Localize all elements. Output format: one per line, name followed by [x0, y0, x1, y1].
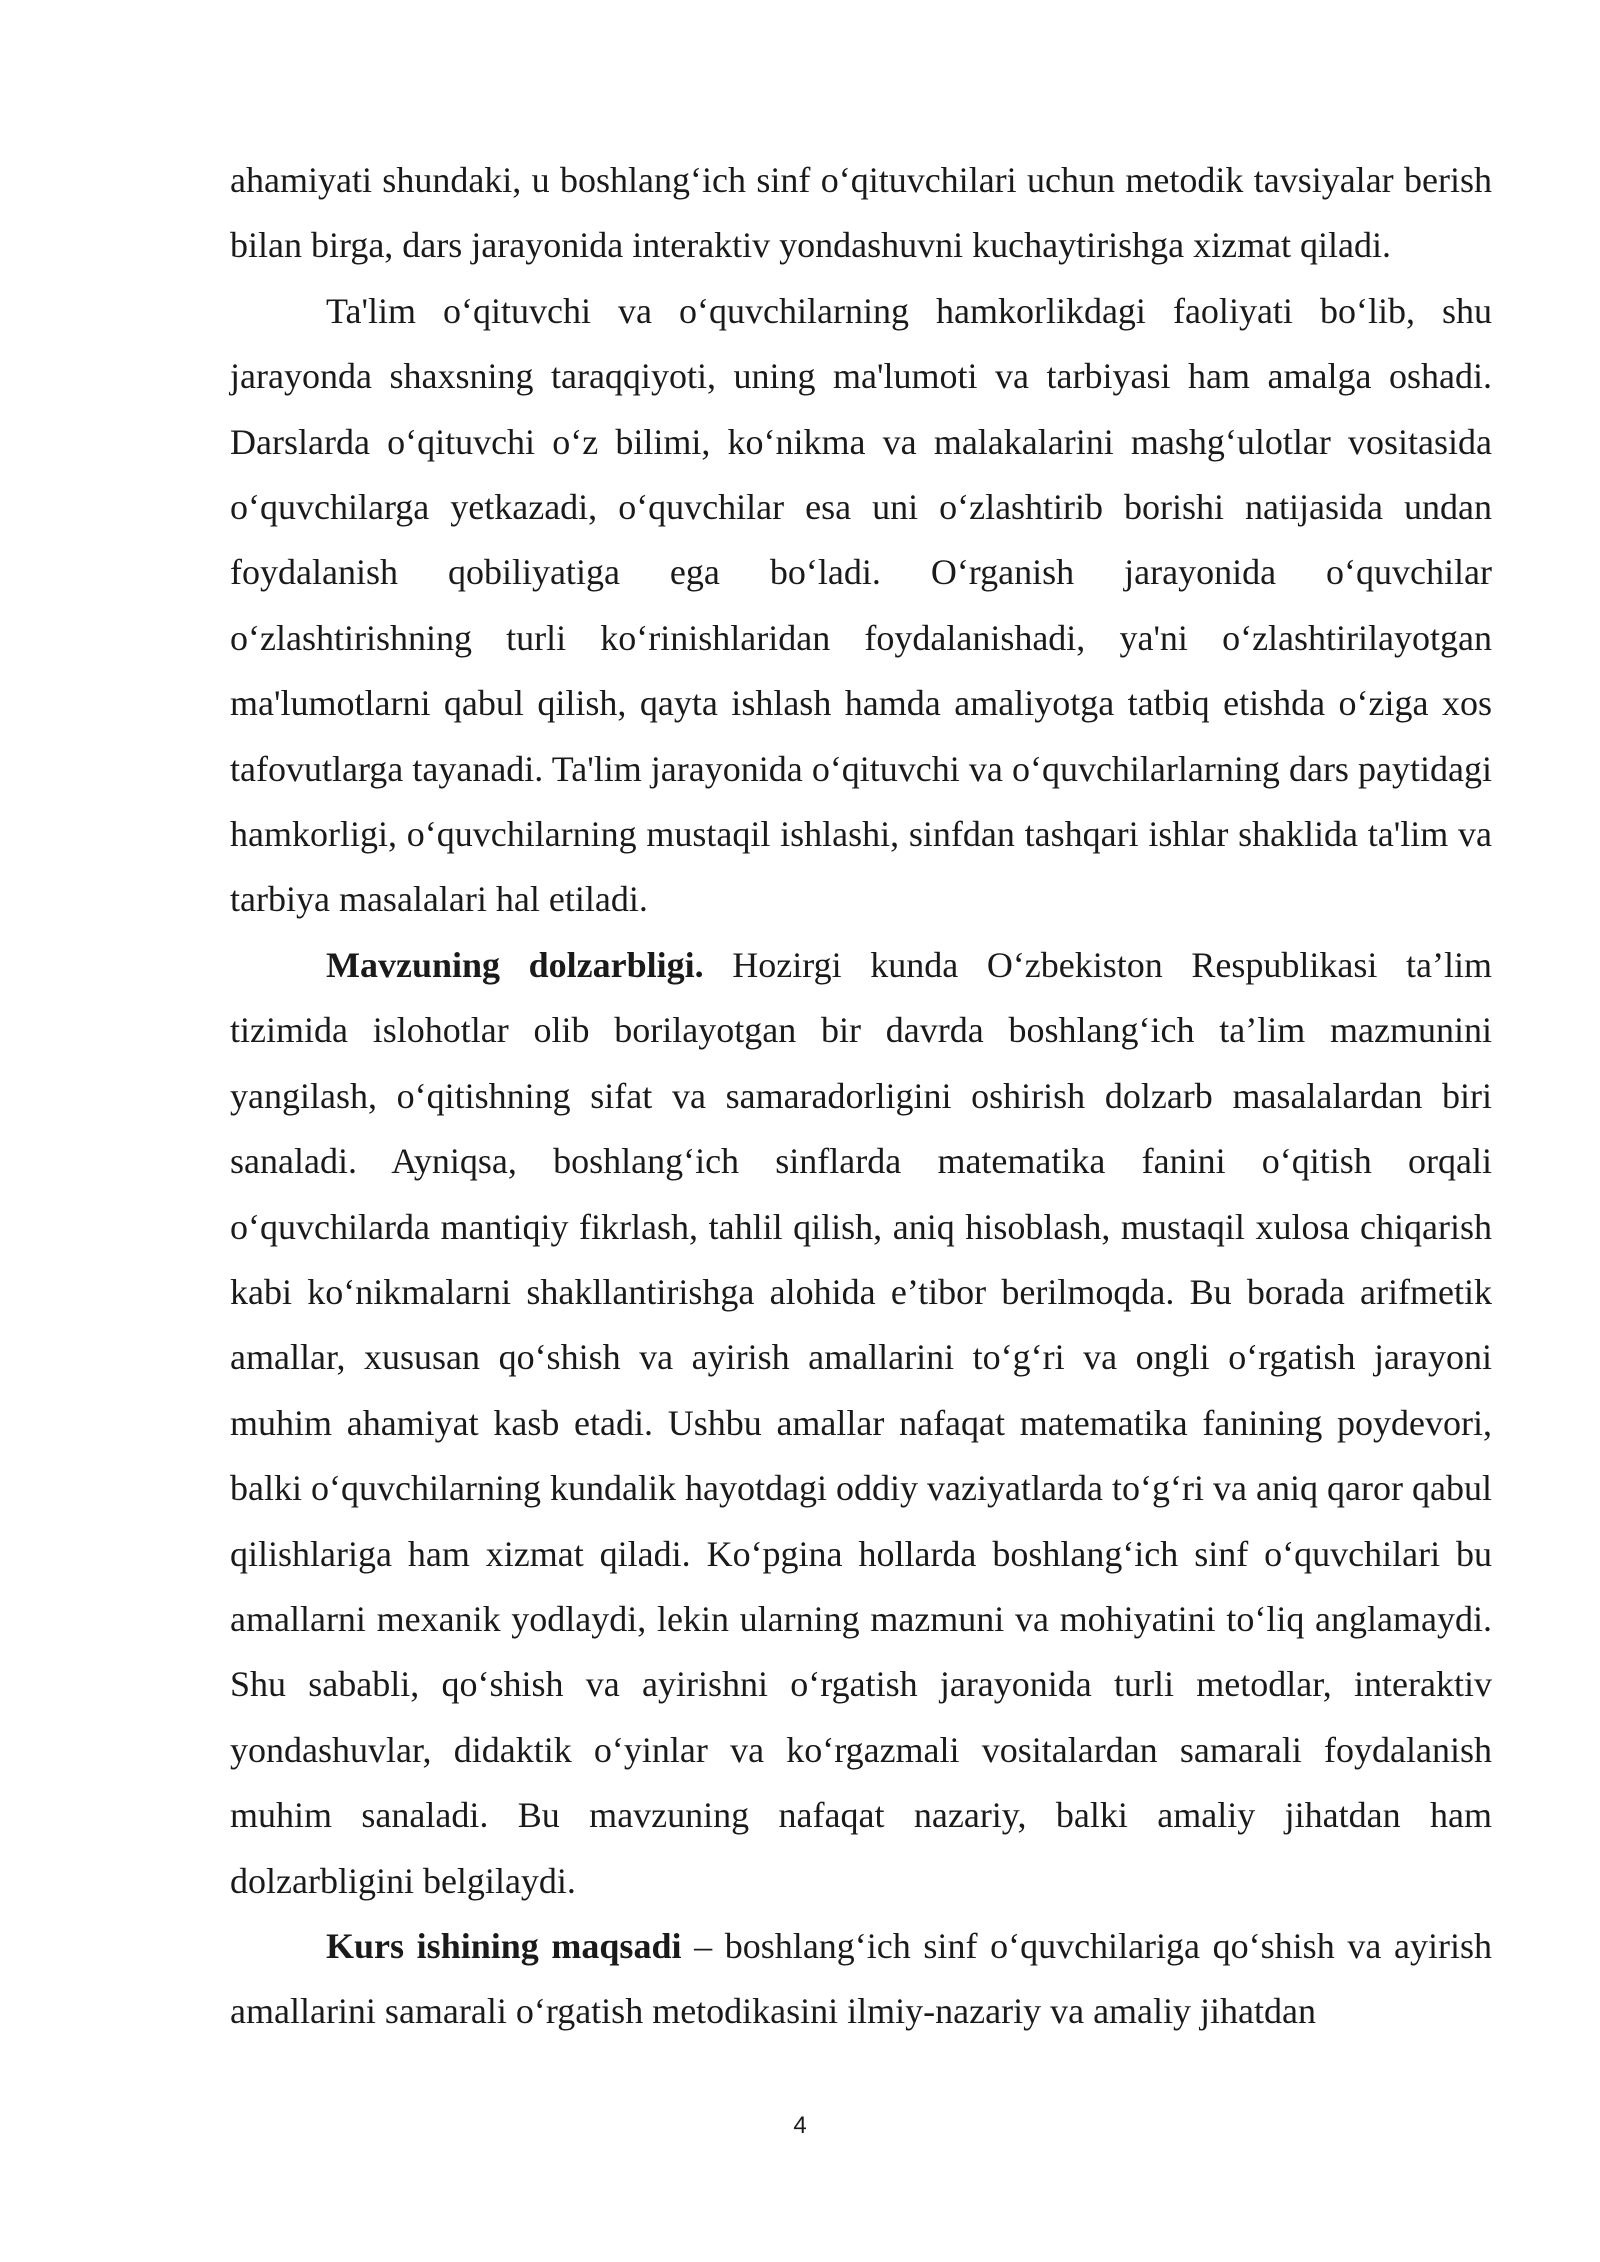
document-body — [230, 148, 1492, 2045]
paragraph-text: – boshlang‘ich sinf o‘quvchilariga qo‘shish va ayirish amallarini samarali o‘rgatish metodikasini ilmiy-nazariy va amaliy jihatdan — [230, 1925, 1492, 2032]
paragraph-dolzarblik — [230, 933, 1492, 1914]
paragraph-text: ahamiyati shundaki, u boshlang‘ich sinf o‘qituvchilari uchun metodik tavsiyalar berish bilan birga, dars jarayonida interaktiv yondashuvni kuchaytirishga xizmat qiladi. — [230, 160, 1492, 266]
paragraph-text: Ta'lim o‘qituvchi va o‘quvchilarning hamkorlikdagi faoliyati bo‘lib, shu jarayonda shaxsning taraqqiyoti, uning ma'lumoti va tarbiyasi ham amalga oshadi. Darslarda o‘qituvchi o‘z bilimi, ko‘nikma va malakalarini mashg‘ulotlar vositasida o‘quvchilarga yetkazadi, o‘quvchilar esa uni o‘zlashtirib borishi natijasida undan foydalanish qobiliyatiga ega bo‘ladi. O‘rganish jarayonida o‘quvchilar o‘zlashtirishning turli ko‘rinishlaridan foydalanishadi, ya'ni o‘zlashtirilayotgan ma'lumotlarni qabul qilish, qayta ishlash hamda amaliyotga tatbiq etishda o‘ziga xos tafovutlarga tayanadi. Ta'lim jarayonida o‘qituvchi va o‘quvchilarlarning dars paytidagi hamkorligi, o‘quvchilarning mustaqil ishlashi, sinfdan tashqari ishlar shaklida ta'lim va tarbiya masalalari hal etiladi. — [230, 290, 1492, 920]
paragraph-heading: Kurs ishining maqsadi — [326, 1925, 682, 1966]
paragraph-text: Hozirgi kunda O‘zbekiston Respublikasi ta’lim tizimida islohotlar olib borilayotgan bir davrda boshlang‘ich ta’lim mazmunini yangilash, o‘qitishning sifat va samaradorligini oshirish dolzarb masalalardan biri sanaladi. Ayniqsa, boshlang‘ich sinflarda matematika fanini o‘qitish orqali o‘quvchilarda mantiqiy fikrlash, tahlil qilish, aniq hisoblash, mustaqil xulosa chiqarish kabi ko‘nikmalarni shakllantirishga alohida e’tibor berilmoqda. Bu borada arifmetik amallar, xususan qo‘shish va ayirish amallarini to‘g‘ri va ongli o‘rgatish jarayoni muhim ahamiyat kasb etadi. Ushbu amallar nafaqat matematika fanining poydevori, balki o‘quvchilarning kundalik hayotdagi oddiy vaziyatlarda to‘g‘ri va aniq qaror qabul qilishlariga ham xizmat qiladi. Ko‘pgina hollarda boshlang‘ich sinf o‘quvchilari bu amallarni mexanik yodlaydi, lekin ularning mazmuni va mohiyatini to‘liq anglamaydi. Shu sababli, qo‘shish va ayirishni o‘rgatish jarayonida turli metodlar, interaktiv yondashuvlar, didaktik o‘yinlar va ko‘rgazmali vositalardan samarali foydalanish muhim sanaladi. Bu mavzuning nafaqat nazariy, balki amaliy jihatdan ham dolzarbligini belgilaydi. — [230, 944, 1492, 1901]
page-number: 4 — [793, 2112, 807, 2139]
paragraph-maqsad — [230, 1914, 1492, 2045]
paragraph-talim — [230, 279, 1492, 933]
paragraph-continuation — [230, 148, 1492, 279]
paragraph-heading: Mavzuning dolzarbligi. — [326, 944, 704, 985]
